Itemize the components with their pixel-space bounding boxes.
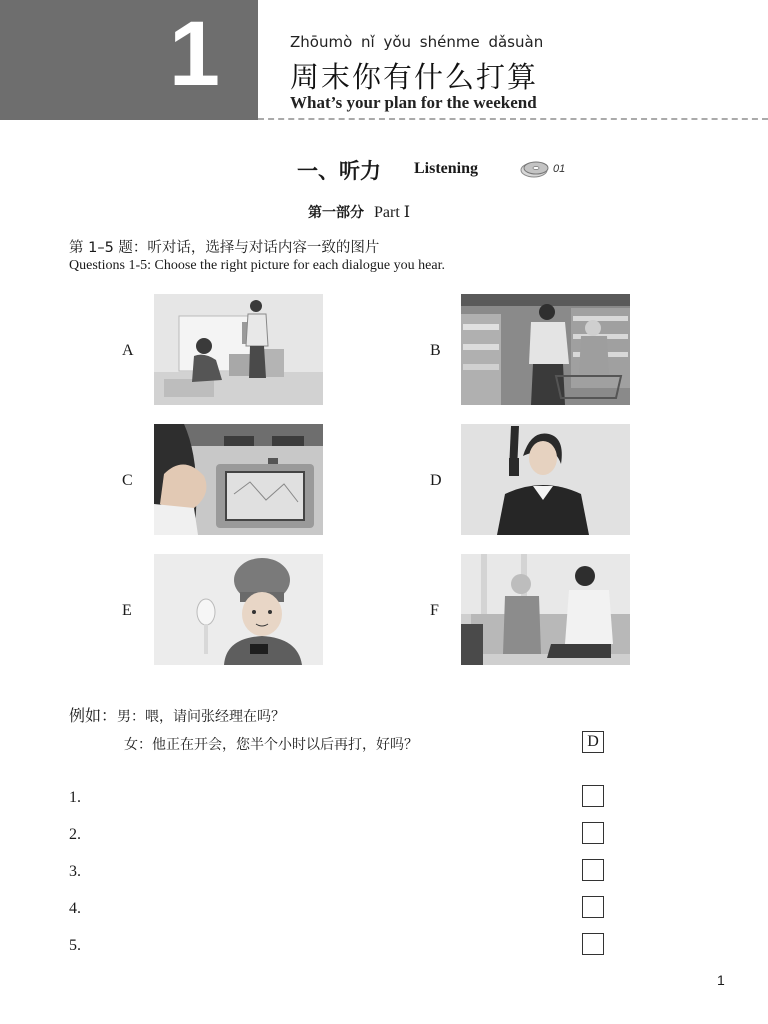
header-divider (258, 118, 768, 120)
picture-letter-e: E (122, 602, 132, 619)
section-title: 一、听力 (297, 159, 381, 183)
picture-d-phone-call (461, 424, 630, 535)
section-title-en: Listening (414, 160, 479, 177)
audio-track-number: 01 (553, 163, 566, 175)
picture-b-supermarket (461, 294, 630, 405)
page-number: 1 (717, 972, 725, 988)
question-5-answer-box[interactable] (582, 933, 604, 955)
picture-letter-c: C (122, 472, 133, 489)
question-3-answer-box[interactable] (582, 859, 604, 881)
page-subtitle: What’s your plan for the weekend (290, 93, 537, 112)
picture-a-moving-boxes (154, 294, 323, 405)
instructions-zh: 第 1–5 题：听对话，选择与对话内容一致的图片 (69, 240, 380, 256)
question-5-number: 5. (69, 937, 81, 954)
example-man-line: 男：喂，请问张经理在吗？ (117, 709, 286, 725)
part-heading-zh: 第一部分 (308, 205, 364, 221)
example-line-1 (69, 703, 285, 726)
question-4-answer-box[interactable] (582, 896, 604, 918)
picture-e-child-chef (154, 554, 323, 665)
example-answer-box: D (582, 731, 604, 753)
title-pinyin: Zhōumò nǐ yǒu shénme dǎsuàn (290, 33, 544, 51)
question-1-answer-box[interactable] (582, 785, 604, 807)
picture-c-car-navigation (154, 424, 323, 535)
lesson-number: 1 (168, 3, 220, 105)
part-heading-en: Part Ⅰ (374, 204, 411, 221)
question-2-answer-box[interactable] (582, 822, 604, 844)
example-woman-line: 女：他正在开会，您半个小时以后再打，好吗？ (124, 737, 418, 753)
picture-letter-a: A (122, 342, 134, 359)
picture-letter-d: D (430, 472, 442, 489)
lesson-number-block (0, 0, 258, 120)
picture-letter-f: F (430, 602, 439, 619)
question-3-number: 3. (69, 863, 81, 880)
example-label: 例如： (69, 706, 118, 725)
picture-letter-b: B (430, 342, 441, 359)
question-4-number: 4. (69, 900, 81, 917)
page-title: 周末你有什么打算 (290, 60, 539, 94)
part-heading (308, 202, 410, 222)
question-2-number: 2. (69, 826, 81, 843)
instructions-en: Questions 1-5: Choose the right picture for each dialogue you hear. (69, 258, 445, 273)
audio-cd-icon[interactable] (520, 160, 552, 178)
question-1-number: 1. (69, 789, 81, 806)
picture-f-couple-talking (461, 554, 630, 665)
